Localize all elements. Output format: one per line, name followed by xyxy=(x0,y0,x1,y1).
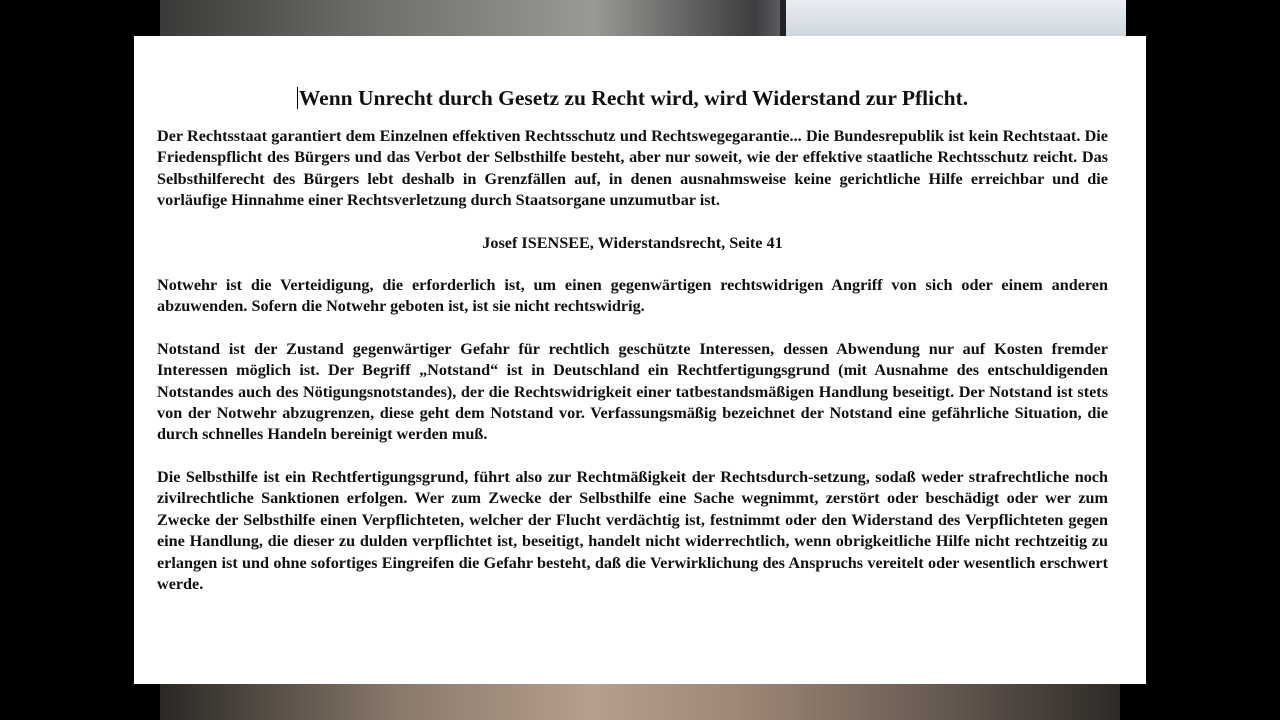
paragraph-notwehr: Notwehr ist die Verteidigung, die erforderlich ist, um einen gegenwärtigen rechtswidrigen Angriff von sich oder einem anderen abzuwenden. Sofern die Notwehr geboten ist, ist sie nicht rechtswidrig. xyxy=(157,276,1108,316)
document-page[interactable] xyxy=(134,36,1146,684)
document-title: Wenn Unrecht durch Gesetz zu Recht wird, wird Widerstand zur Pflicht. xyxy=(298,86,969,110)
background-video-top xyxy=(160,0,1120,36)
paragraph-selbsthilfe: Die Selbsthilfe ist ein Rechtfertigungsgrund, führt also zur Rechtmäßigkeit der Rechtsdurch-setzung, sodaß weder strafrechtliche noch zivilrechtliche Sanktionen erfolgen. Wer zum Zwecke der Selbsthilfe eine Sache wegnimmt, zerstört oder beschädigt oder wer zum Zwecke der Selbsthilfe einen Verpflichteten, welcher der Flucht verdächtig ist, festnimmt oder den Widerstand des Verpflichteten gegen eine Handlung, die dieser zu dulden verpflichtet ist, beseitigt, handelt nicht widerrechtlich, wenn obrigkeitliche Hilfe nicht rechtzeitig zu erlangen ist und ohne sofortiges Eingreifen die Gefahr besteht, daß die Verwirklichung des Anspruchs vereitelt oder wesentlich erschwert werde. xyxy=(157,467,1108,593)
background-video-bottom xyxy=(160,684,1120,720)
document-title-line xyxy=(157,86,1108,110)
document-content xyxy=(157,86,1108,616)
citation: Josef ISENSEE, Widerstandsrecht, Seite 41 xyxy=(482,233,783,252)
background-monitor xyxy=(780,0,1126,36)
paragraph-rechtsstaat: Der Rechtsstaat garantiert dem Einzelnen effektiven Rechtsschutz und Rechtswegegarantie... Die Bundesrepublik ist kein Rechtstaat. Die Friedenspflicht des Bürgers und das Verbot der Selbsthilfe besteht, aber nur soweit, wie der effektive staatliche Rechtsschutz reicht. Das Selbsthilferecht des Bürgers lebt deshalb in Grenzfällen auf, in denen ausnahmsweise keine gerichtliche Hilfe erreichbar und die vorläufige Hinnahme einer Rechtsverletzung durch Staatsorgane unzumutbar ist. xyxy=(157,127,1108,210)
text-cursor xyxy=(297,87,298,109)
paragraph-notstand: Notstand ist der Zustand gegenwärtiger Gefahr für rechtlich geschützte Interessen, dessen Abwendung nur auf Kosten fremder Interessen möglich ist. Der Begriff „Notstand“ ist in Deutschland ein Rechtfertigungsgrund (mit Ausnahme des entschuldigenden Notstandes auch des Nötigungsnotstandes), der die Rechtswidrigkeit einer tatbestandsmäßigen Handlung beseitigt. Der Notstand ist stets von der Notwehr abzugrenzen, diese geht dem Notstand vor. Verfassungsmäßig bezeichnet der Notstand eine gefährliche Situation, die durch schnelles Handeln bereinigt werden muß. xyxy=(157,339,1108,444)
